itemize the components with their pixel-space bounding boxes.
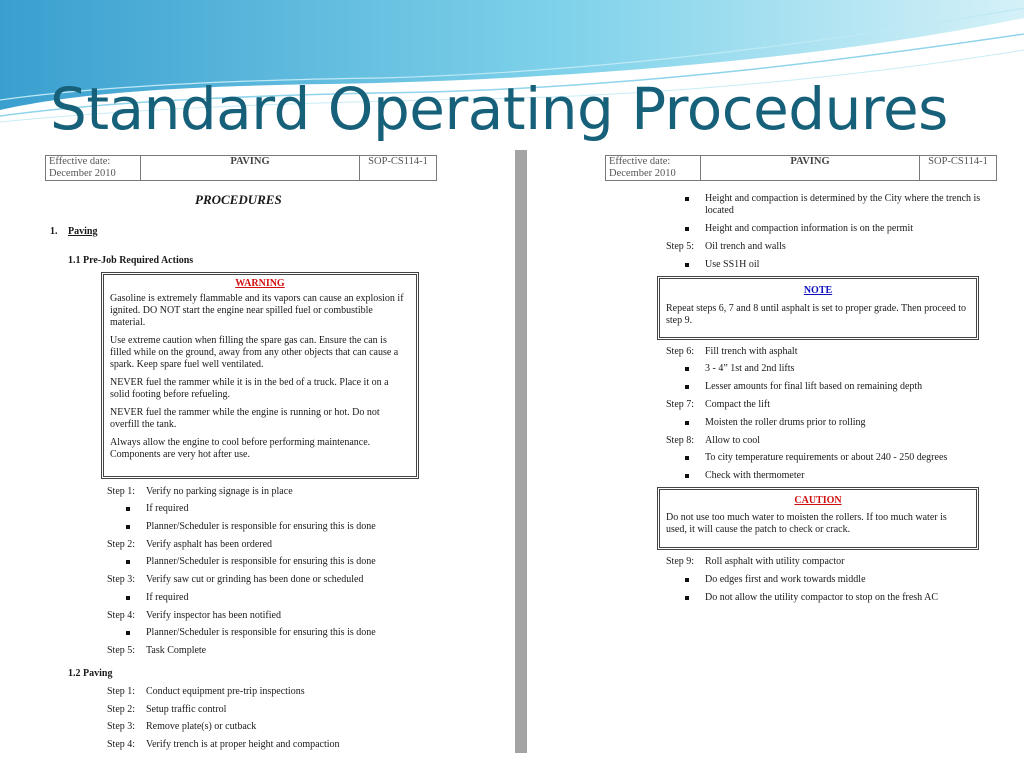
step-text: Task Complete (146, 645, 207, 656)
bullet-item (146, 556, 376, 568)
caution-text: Do not use too much water to moisten the rollers. If too much water is used, it will cause the patch to check or crack. (666, 512, 947, 535)
step-text: Conduct equipment pre-trip inspections (146, 686, 305, 697)
step-line (107, 739, 340, 751)
effective-date-value: December 2010 (609, 167, 676, 179)
procedures-title: PROCEDURES (195, 192, 282, 207)
bullet-text: To city temperature requirements or about 240 - 250 degrees (705, 452, 948, 463)
warning-paragraph: Gasoline is extremely flammable and its vapors can cause an explosion if ignited. DO NOT start the engine near spilled fuel or combustible material. (110, 293, 404, 328)
bullet-item (146, 521, 376, 533)
bullet-item (705, 452, 947, 464)
bullet-item (705, 592, 938, 604)
step-line (666, 241, 786, 253)
step-label: Step 8: (666, 435, 695, 446)
step-line (107, 704, 226, 716)
bullet-item (705, 363, 794, 375)
bullet-text: If required (146, 592, 189, 603)
step-text: Verify inspector has been notified (146, 610, 281, 621)
document-page-left (40, 150, 514, 753)
step-label: Step 7: (666, 399, 695, 410)
bullet-text: 3 - 4” 1st and 2nd lifts (705, 363, 795, 374)
step-label: Step 2: (107, 539, 136, 550)
step-label: Step 3: (107, 574, 136, 585)
step-text: Fill trench with asphalt (705, 346, 798, 357)
bullet-text: Lesser amounts for final lift based on remaining depth (705, 381, 923, 392)
step-text: Setup traffic control (146, 704, 227, 715)
effective-date-cell (606, 156, 701, 180)
bullet-text: Do not allow the utility compactor to stop on the fresh AC (705, 592, 939, 603)
step-text: Verify saw cut or grinding has been done or scheduled (146, 574, 364, 585)
step-line (107, 645, 206, 657)
sop-id-cell: SOP-CS114-1 (928, 156, 988, 167)
step-line (107, 686, 305, 698)
warning-box (101, 272, 419, 479)
bullet-text: Use SS1H oil (705, 259, 760, 270)
bullet-item (146, 503, 188, 515)
step-label: Step 5: (107, 645, 136, 656)
step-line (666, 435, 760, 447)
step-line (666, 556, 844, 568)
step-line (107, 721, 256, 733)
note-box (657, 276, 979, 340)
step-line (107, 539, 272, 551)
section-cell: PAVING (701, 156, 920, 180)
bullet-text: Moisten the roller drums prior to rolling (705, 417, 866, 428)
effective-date-value: December 2010 (49, 167, 116, 179)
doc-header-right (605, 155, 997, 181)
bullet-item (146, 592, 188, 604)
bullet-text: Planner/Scheduler is responsible for ensuring this is done (146, 627, 376, 638)
caution-title: CAUTION (794, 495, 842, 506)
bullet-item (146, 627, 376, 639)
step-label: Step 1: (107, 486, 136, 497)
step-label: Step 5: (666, 241, 695, 252)
step-text: Remove plate(s) or cutback (146, 721, 257, 732)
effective-date-label: Effective date: (49, 156, 111, 167)
step-text: Allow to cool (705, 435, 760, 446)
bullet-text: Check with thermometer (705, 470, 805, 481)
bullet-text: If required (146, 503, 189, 514)
step-text: Verify no parking signage is in place (146, 486, 293, 497)
step-label: Step 1: (107, 686, 136, 697)
bullet-item (705, 574, 866, 586)
step-line (666, 346, 798, 358)
warning-paragraph: NEVER fuel the rammer while it is in the bed of a truck. Place it on a solid footing before refueling. (110, 377, 389, 400)
warning-paragraph: Always allow the engine to cool before performing maintenance. Components are very hot after use. (110, 437, 371, 460)
step-line (107, 574, 363, 586)
step-line (107, 610, 281, 622)
warning-paragraph: Use extreme caution when filling the spare gas can. Ensure the can is filled while on the ground, away from any other objects that can cause a spark. Keep spare fuel well ventilated. (110, 335, 399, 370)
step-text: Compact the lift (705, 399, 770, 410)
bullet-item (705, 417, 866, 429)
bullet-item (705, 193, 997, 217)
doc-header-left (45, 155, 437, 181)
section-title: Paving (68, 226, 98, 237)
bullet-item (705, 223, 913, 235)
bullet-item (705, 381, 922, 393)
subsection-heading: 1.2 Paving (68, 668, 113, 679)
step-label: Step 9: (666, 556, 695, 567)
effective-date-label: Effective date: (609, 156, 671, 167)
section-cell: PAVING (141, 156, 360, 180)
step-text: Roll asphalt with utility compactor (705, 556, 845, 567)
step-line (107, 486, 293, 498)
bullet-text: Height and compaction is determined by the City where the trench is located (705, 193, 981, 216)
note-title: NOTE (803, 285, 833, 296)
sop-id-cell: SOP-CS114-1 (368, 156, 428, 167)
step-label: Step 4: (107, 739, 136, 750)
bullet-text: Planner/Scheduler is responsible for ensuring this is done (146, 521, 376, 532)
bullet-item (705, 259, 759, 271)
warning-title: WARNING (235, 278, 285, 289)
step-text: Verify asphalt has been ordered (146, 539, 273, 550)
step-label: Step 4: (107, 610, 136, 621)
bullet-text: Do edges first and work towards middle (705, 574, 866, 585)
step-label: Step 6: (666, 346, 695, 357)
warning-paragraph: NEVER fuel the rammer while the engine is running or hot. Do not overfill the tank. (110, 407, 380, 430)
subsection-heading: 1.1 Pre-Job Required Actions (68, 255, 194, 266)
effective-date-cell (46, 156, 141, 180)
section-number: 1. (50, 226, 58, 237)
step-text: Oil trench and walls (705, 241, 786, 252)
document-page-right (530, 150, 1000, 753)
bullet-text: Height and compaction information is on the permit (705, 223, 914, 234)
note-text: Repeat steps 6, 7 and 8 until asphalt is set to proper grade. Then proceed to step 9. (666, 303, 967, 326)
caution-box (657, 487, 979, 550)
step-line (666, 399, 770, 411)
step-text: Verify trench is at proper height and compaction (146, 739, 340, 750)
bullet-item (705, 470, 804, 482)
bullet-text: Planner/Scheduler is responsible for ensuring this is done (146, 556, 376, 567)
page-gutter (515, 150, 527, 753)
slide-title: Standard Operating Procedures (50, 75, 948, 143)
step-label: Step 2: (107, 704, 136, 715)
step-label: Step 3: (107, 721, 136, 732)
